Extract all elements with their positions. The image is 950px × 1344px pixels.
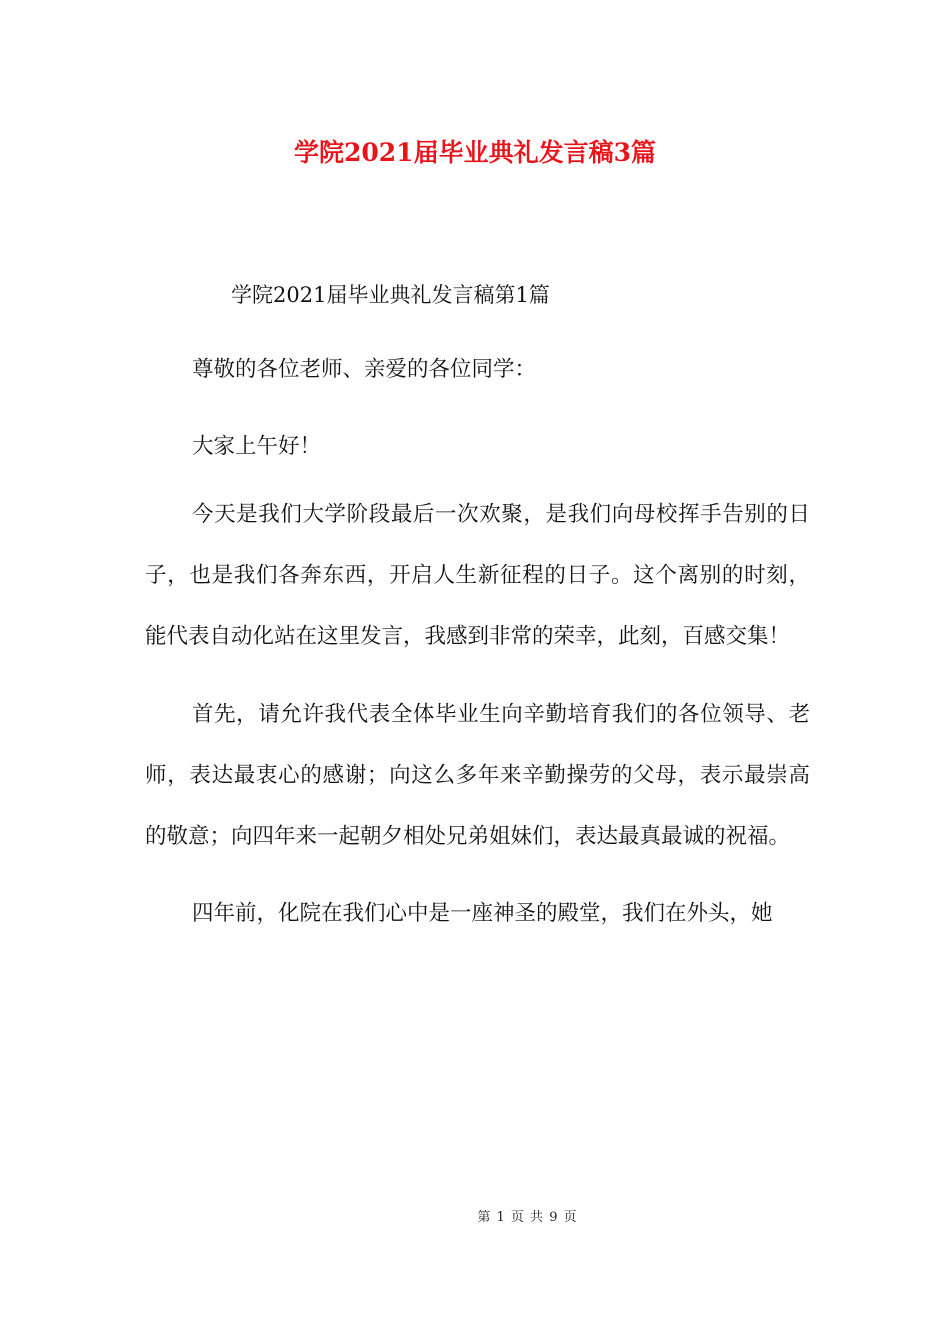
document-body (145, 350, 810, 943)
paragraph-four-years-ago: 四年前，化院在我们心中是一座神圣的殿堂，我们在外头，她 (192, 901, 773, 926)
paragraph-salutation: 尊敬的各位老师、亲爱的各位同学： (192, 357, 537, 382)
document-title: 学院2021届毕业典礼发言稿3篇 (294, 138, 656, 167)
document-subtitle: 学院2021届毕业典礼发言稿第1篇 (231, 283, 550, 307)
paragraph-opening: 今天是我们大学阶段最后一次欢聚，是我们向母校挥手告别的日子，也是我们各奔东西，开启人生新征程的日子。这个离别的时刻，能代表自动化站在这里发言，我感到非常的荣幸，此刻，百感交集！ (145, 502, 810, 649)
page-number-footer: 第 1 页 共 9 页 (477, 1210, 578, 1225)
paragraph-thanks: 首先，请允许我代表全体毕业生向辛勤培育我们的各位领导、老师，表达最衷心的感谢；向这么多年来辛勤操劳的父母，表示最崇高的敬意；向四年来一起朝夕相处兄弟姐妹们，表达最真最诚的祝福。 (145, 702, 810, 849)
paragraph-greeting: 大家上午好！ (192, 434, 322, 459)
